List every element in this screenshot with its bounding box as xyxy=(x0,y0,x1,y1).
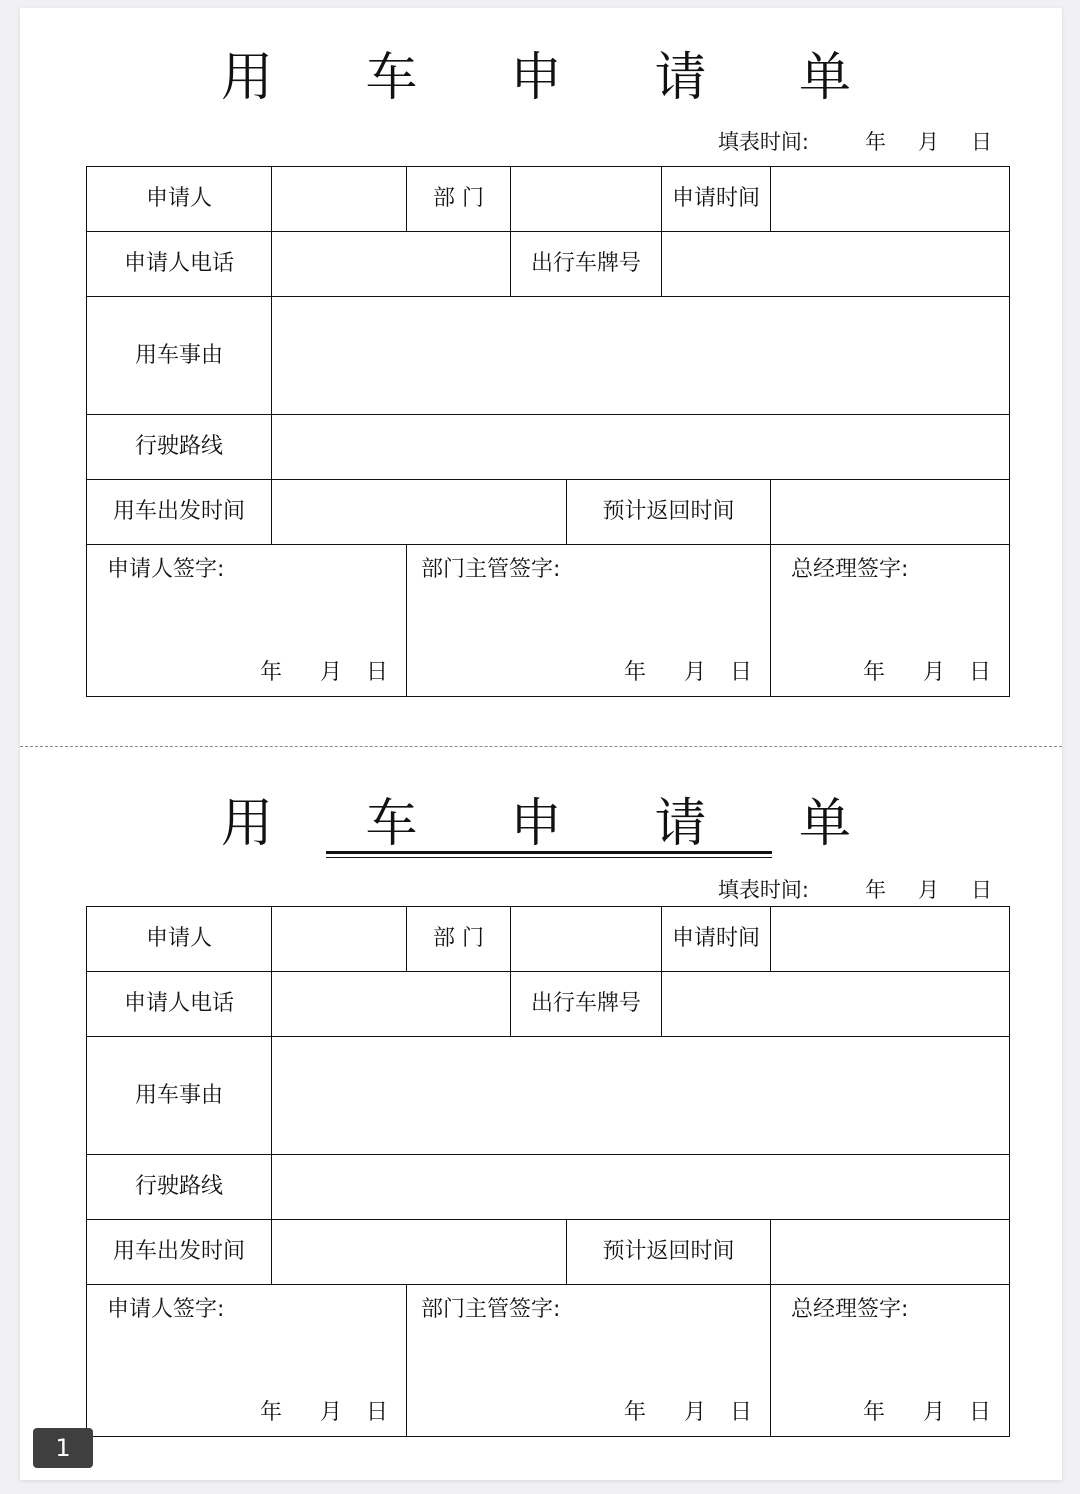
label-applicant: 申请人 xyxy=(87,167,272,232)
label-return-time: 预计返回时间 xyxy=(567,480,771,545)
signature-applicant[interactable] xyxy=(87,545,407,697)
document-page xyxy=(20,8,1062,1480)
signature-dept-head[interactable] xyxy=(407,545,771,697)
value-department[interactable] xyxy=(511,167,662,232)
sig-month: 月 xyxy=(683,660,706,685)
signature-general-manager-date xyxy=(863,1400,991,1426)
fill-date-label: 填表时间: xyxy=(717,878,809,902)
page-number-badge[interactable]: 1 xyxy=(33,1428,93,1468)
signature-applicant-label: 申请人签字: xyxy=(107,557,225,582)
sig-day: 日 xyxy=(365,1400,388,1425)
signature-applicant-label: 申请人签字: xyxy=(107,1297,225,1322)
value-apply-time[interactable] xyxy=(771,167,1010,232)
label-route: 行驶路线 xyxy=(87,415,272,480)
value-applicant-phone[interactable] xyxy=(272,972,511,1037)
label-route: 行驶路线 xyxy=(87,1155,272,1220)
value-return-time[interactable] xyxy=(771,1220,1010,1285)
sig-day: 日 xyxy=(729,660,752,685)
sig-year: 年 xyxy=(862,660,885,685)
sig-year: 年 xyxy=(862,1400,885,1425)
label-apply-time: 申请时间 xyxy=(662,907,771,972)
sig-month: 月 xyxy=(319,660,342,685)
label-department: 部 门 xyxy=(407,167,511,232)
fill-date-label: 填表时间: xyxy=(717,130,809,154)
signature-applicant-date xyxy=(260,1400,388,1426)
request-table xyxy=(86,906,1010,1437)
request-table xyxy=(86,166,1010,697)
fill-date-month: 月 xyxy=(918,130,939,154)
value-route[interactable] xyxy=(272,1155,1010,1220)
value-reason[interactable] xyxy=(272,1037,1010,1155)
sig-day: 日 xyxy=(729,1400,752,1425)
cut-line xyxy=(20,746,1062,747)
value-plate-number[interactable] xyxy=(662,232,1010,297)
form-title: 用 车 申 请 单 xyxy=(220,48,890,108)
fill-date-year: 年 xyxy=(865,130,886,154)
sig-month: 月 xyxy=(319,1400,342,1425)
label-depart-time: 用车出发时间 xyxy=(87,1220,272,1285)
label-department: 部 门 xyxy=(407,907,511,972)
label-reason: 用车事由 xyxy=(87,1037,272,1155)
sig-day: 日 xyxy=(365,660,388,685)
signature-general-manager[interactable] xyxy=(771,545,1010,697)
sig-year: 年 xyxy=(259,1400,282,1425)
fill-date-day: 日 xyxy=(971,878,992,902)
value-plate-number[interactable] xyxy=(662,972,1010,1037)
label-applicant-phone: 申请人电话 xyxy=(87,232,272,297)
value-route[interactable] xyxy=(272,415,1010,480)
value-depart-time[interactable] xyxy=(272,480,567,545)
label-plate-number: 出行车牌号 xyxy=(511,972,662,1037)
sig-day: 日 xyxy=(969,660,992,685)
value-depart-time[interactable] xyxy=(272,1220,567,1285)
sig-day: 日 xyxy=(969,1400,992,1425)
sig-month: 月 xyxy=(922,1400,945,1425)
value-apply-time[interactable] xyxy=(771,907,1010,972)
fill-date-day: 日 xyxy=(971,130,992,154)
sig-year: 年 xyxy=(623,660,646,685)
signature-applicant[interactable] xyxy=(87,1285,407,1437)
label-applicant: 申请人 xyxy=(87,907,272,972)
value-applicant[interactable] xyxy=(272,907,407,972)
sig-month: 月 xyxy=(683,1400,706,1425)
signature-applicant-date xyxy=(260,660,388,686)
fill-date-year: 年 xyxy=(865,878,886,902)
value-return-time[interactable] xyxy=(771,480,1010,545)
sig-year: 年 xyxy=(259,660,282,685)
signature-dept-head[interactable] xyxy=(407,1285,771,1437)
signature-general-manager[interactable] xyxy=(771,1285,1010,1437)
title-underline xyxy=(326,851,772,858)
fill-date xyxy=(718,130,992,154)
label-plate-number: 出行车牌号 xyxy=(511,232,662,297)
signature-dept-head-label: 部门主管签字: xyxy=(421,557,561,582)
signature-dept-head-date xyxy=(624,1400,752,1426)
label-return-time: 预计返回时间 xyxy=(567,1220,771,1285)
fill-date xyxy=(718,878,992,902)
signature-general-manager-date xyxy=(863,660,991,686)
signature-dept-head-date xyxy=(624,660,752,686)
sig-month: 月 xyxy=(922,660,945,685)
signature-general-manager-label: 总经理签字: xyxy=(791,557,909,582)
value-applicant-phone[interactable] xyxy=(272,232,511,297)
label-depart-time: 用车出发时间 xyxy=(87,480,272,545)
label-reason: 用车事由 xyxy=(87,297,272,415)
value-applicant[interactable] xyxy=(272,167,407,232)
signature-general-manager-label: 总经理签字: xyxy=(791,1297,909,1322)
label-applicant-phone: 申请人电话 xyxy=(87,972,272,1037)
label-apply-time: 申请时间 xyxy=(662,167,771,232)
value-reason[interactable] xyxy=(272,297,1010,415)
signature-dept-head-label: 部门主管签字: xyxy=(421,1297,561,1322)
form-title: 用 车 申 请 单 xyxy=(220,794,890,854)
sig-year: 年 xyxy=(623,1400,646,1425)
value-department[interactable] xyxy=(511,907,662,972)
fill-date-month: 月 xyxy=(918,878,939,902)
